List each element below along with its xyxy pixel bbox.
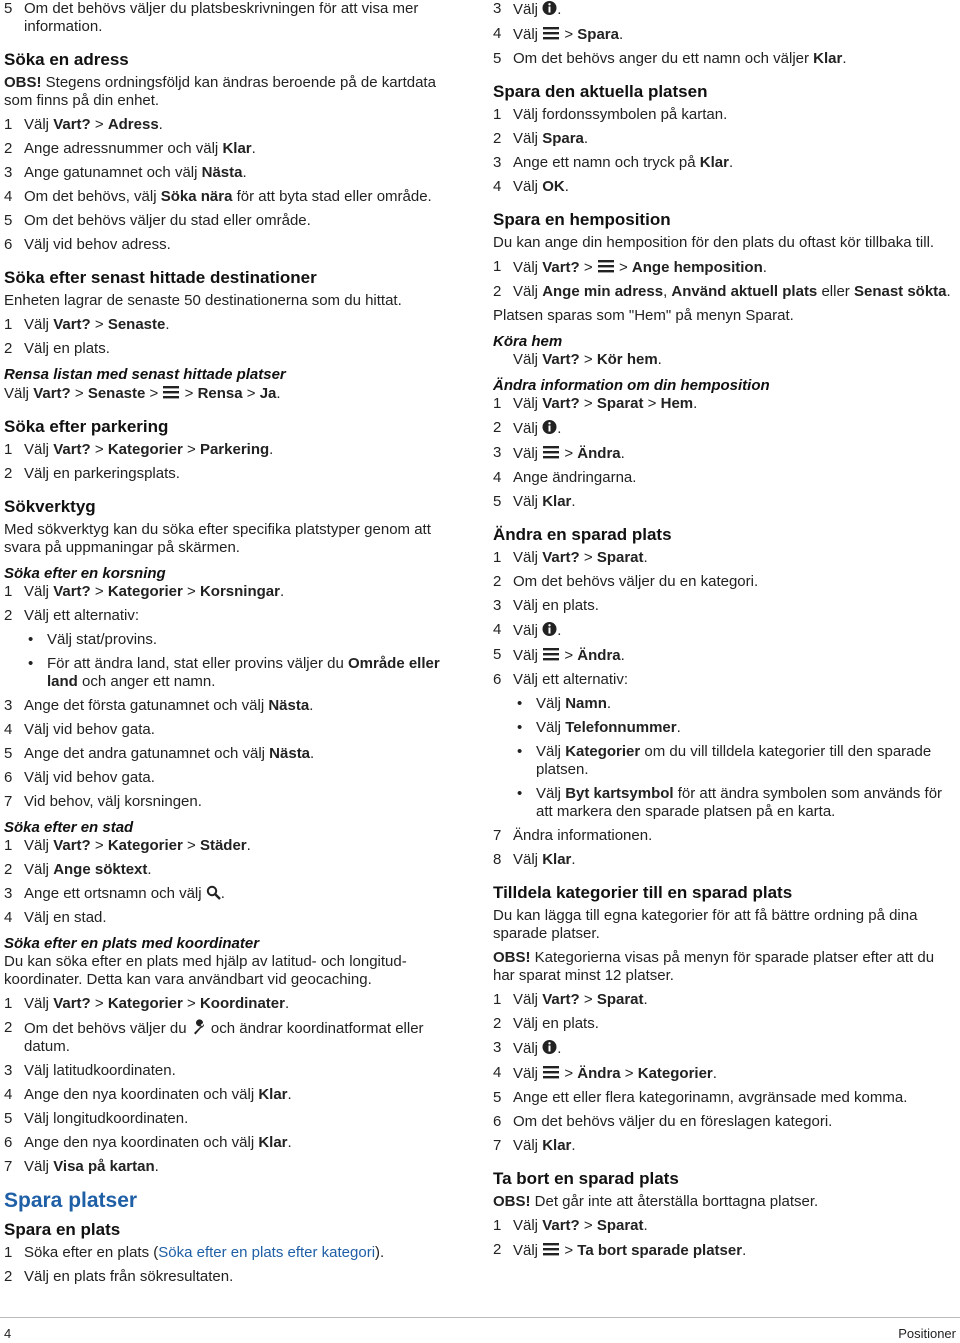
step: 2 Välj en plats. — [4, 340, 110, 357]
search-icon — [206, 885, 221, 900]
step: 2 Välj Ange min adress, Använd aktuell plats eller Senast sökta. — [493, 283, 951, 300]
note: OBS! Kategorierna visas på menyn för sparade platser efter att du har sparat minst 12 platser. — [493, 949, 935, 984]
info-icon — [542, 0, 557, 16]
step: 6 Ange den nya koordinaten och välj Klar. — [4, 1134, 292, 1151]
section-title: Ändra en sparad plats — [493, 525, 672, 544]
bullet-item: • Välj Byt kartsymbol för att ändra symbolen som används för att markera den sparade platsen på en karta. — [493, 785, 956, 821]
step: 2 Om det behövs väljer du och ändrar koordinatformat eller datum. — [4, 1019, 424, 1055]
section-title: Söka en adress — [4, 50, 129, 69]
right-column — [493, 0, 956, 1266]
step: 5 Om det behövs anger du ett namn och väljer Klar. — [493, 50, 847, 67]
step: 6 Välj vid behov gata. — [4, 769, 155, 786]
step: 1 Välj Vart? > Kategorier > Städer. — [4, 837, 251, 854]
step: 1 Välj Vart? > Kategorier > Parkering. — [4, 441, 274, 458]
section-title: Ta bort en sparad plats — [493, 1169, 679, 1188]
footer-section-name: Positioner — [898, 1326, 956, 1341]
subsection-title: Köra hem — [493, 333, 563, 350]
subsection-title: Söka efter en stad — [4, 819, 134, 836]
info-icon — [542, 621, 557, 637]
step: 5 Om det behövs väljer du stad eller område. — [4, 212, 311, 229]
step: 2 Ange adressnummer och välj Klar. — [4, 140, 256, 157]
step: 1 Välj Vart? > Adress. — [4, 116, 163, 133]
step: 6 Välj vid behov adress. — [4, 236, 171, 253]
bullet-item: • Välj stat/provins. — [4, 631, 462, 649]
step: 2 Välj Spara. — [493, 130, 589, 147]
paragraph: Du kan söka efter en plats med hjälp av latitud- och longitud-koordinater. Detta kan vara användbart vid geocaching. — [4, 953, 407, 988]
subsection-title: Rensa listan med senast hittade platser — [4, 366, 286, 383]
wrench-icon — [191, 1019, 207, 1035]
step: 3 Ange ett namn och tryck på Klar. — [493, 154, 734, 171]
step: 1 Välj fordonssymbolen på kartan. — [493, 106, 728, 123]
step: 5 Välj longitudkoordinaten. — [4, 1110, 189, 1127]
section-title: Spara en plats — [4, 1220, 121, 1239]
step: 4 Välj > Ändra > Kategorier. — [493, 1064, 717, 1082]
step: 4 Välj . — [493, 621, 562, 639]
step: 1 Välj Vart? > Sparat > Hem. — [493, 395, 698, 412]
paragraph: Du kan ange din hemposition för den plats du oftast kör tillbaka till. — [493, 234, 935, 251]
step: 2 Välj ett alternativ: — [4, 607, 140, 624]
menu-icon — [162, 384, 180, 400]
step: 8 Välj Klar. — [493, 851, 576, 868]
step: 3 Ange det första gatunamnet och välj Nästa. — [4, 697, 314, 714]
paragraph: Med sökverktyg kan du söka efter specifika platstyper genom att svara på uppmaningar på skärmen. — [4, 521, 431, 556]
step: 1 Välj Vart? > Kategorier > Korsningar. — [4, 583, 285, 600]
note: OBS! Stegens ordningsföljd kan ändras beroende på de kartdata som finns på din enhet. — [4, 74, 436, 109]
subsection-title: Ändra information om din hemposition — [493, 377, 770, 394]
step: 4 Välj > Spara. — [493, 25, 624, 43]
bullet-item: • För att ändra land, stat eller provins väljer du Område eller land och anger ett namn. — [4, 655, 462, 691]
step: 5 Ange ett eller flera kategorinamn, avgränsade med komma. — [493, 1089, 908, 1106]
bullet-item: • Välj Telefonnummer. — [493, 719, 956, 737]
menu-icon — [542, 646, 560, 662]
page-number: 4 — [4, 1326, 12, 1341]
step: 3 Ange ett ortsnamn och välj . — [4, 885, 225, 902]
step: 2 Välj en plats från sökresultaten. — [4, 1268, 234, 1285]
step: 1 Välj Vart? > Kategorier > Koordinater. — [4, 995, 290, 1012]
section-title: Tilldela kategorier till en sparad plats — [493, 883, 793, 902]
step: 7 Välj Visa på kartan. — [4, 1158, 159, 1175]
step: 7 Välj Klar. — [493, 1137, 576, 1154]
section-title: Sökverktyg — [4, 497, 96, 516]
bullet-item: • Välj Kategorier om du vill tilldela kategorier till den sparade platsen. — [493, 743, 956, 779]
step: 1 Söka efter en plats (Söka efter en plats efter kategori). — [4, 1244, 385, 1261]
paragraph: Platsen sparas som "Hem" på menyn Sparat. — [493, 307, 794, 324]
step: 5 Välj > Ändra. — [493, 646, 625, 664]
step: 2 Välj Ange söktext. — [4, 861, 152, 878]
paragraph: Enheten lagrar de senaste 50 destinationerna som du hittat. — [4, 292, 402, 309]
paragraph: Välj Vart? > Senaste > > Rensa > Ja. — [4, 385, 281, 402]
section-title: Spara den aktuella platsen — [493, 82, 708, 101]
note: OBS! Det går inte att återställa borttagna platser. — [493, 1193, 819, 1210]
step: 7 Ändra informationen. — [493, 827, 653, 844]
step: 3 Välj . — [493, 1039, 562, 1057]
section-title: Söka efter parkering — [4, 417, 169, 436]
subsection-title: Söka efter en plats med koordinater — [4, 935, 260, 952]
step: 6 Om det behövs väljer du en föreslagen kategori. — [493, 1113, 833, 1130]
step: 3 Välj > Ändra. — [493, 444, 625, 462]
step: 1 Välj Vart? > Senaste. — [4, 316, 170, 333]
menu-icon — [542, 1241, 560, 1257]
step: 1 Välj Vart? > Sparat. — [493, 549, 648, 566]
info-icon — [542, 1039, 557, 1055]
step: 2 Välj en plats. — [493, 1015, 599, 1032]
step: 5 Välj Klar. — [493, 493, 576, 510]
step: 2 Om det behövs väljer du en kategori. — [493, 573, 759, 590]
paragraph: Du kan lägga till egna kategorier för att få bättre ordning på dina sparade platser. — [493, 907, 918, 942]
step: 5 Ange det andra gatunamnet och välj Nästa. — [4, 745, 315, 762]
menu-icon — [542, 1064, 560, 1080]
cross-reference-link[interactable]: Söka efter en plats efter kategori — [158, 1244, 376, 1261]
section-title: Söka efter senast hittade destinationer — [4, 268, 317, 287]
step: 5 Om det behövs väljer du platsbeskrivningen för att visa mer information. — [4, 0, 419, 35]
step: 1 Välj Vart? > Sparat. — [493, 991, 648, 1008]
info-icon — [542, 419, 557, 435]
step: 4 Välj vid behov gata. — [4, 721, 155, 738]
step: 4 Ange ändringarna. — [493, 469, 637, 486]
step: 4 Ange den nya koordinaten och välj Klar. — [4, 1086, 292, 1103]
step: 2 Välj . — [493, 419, 562, 437]
left-column — [4, 0, 462, 1292]
step: 1 Välj Vart? > Sparat. — [493, 1217, 648, 1234]
step: 3 Ange gatunamnet och välj Nästa. — [4, 164, 247, 181]
step: 2 Välj > Ta bort sparade platser. — [493, 1241, 747, 1259]
step: 4 Välj en stad. — [4, 909, 107, 926]
footer-divider — [0, 1317, 960, 1318]
step: 6 Välj ett alternativ: — [493, 671, 629, 688]
bullet-item: • Välj Namn. — [493, 695, 956, 713]
step: 1 Välj Vart? > > Ange hemposition. — [493, 258, 767, 276]
paragraph: Välj Vart? > Kör hem. — [513, 351, 662, 368]
chapter-title: Spara platser — [4, 1189, 138, 1212]
step: 4 Om det behövs, välj Söka nära för att byta stad eller område. — [4, 188, 432, 205]
step: 7 Vid behov, välj korsningen. — [4, 793, 202, 810]
step: 2 Välj en parkeringsplats. — [4, 465, 180, 482]
step: 3 Välj latitudkoordinaten. — [4, 1062, 176, 1079]
section-title: Spara en hemposition — [493, 210, 671, 229]
menu-icon — [542, 25, 560, 41]
subsection-title: Söka efter en korsning — [4, 565, 166, 582]
menu-icon — [597, 258, 615, 274]
step: 4 Välj OK. — [493, 178, 569, 195]
step: 3 Välj en plats. — [493, 597, 599, 614]
step: 3 Välj . — [493, 0, 562, 18]
menu-icon — [542, 444, 560, 460]
